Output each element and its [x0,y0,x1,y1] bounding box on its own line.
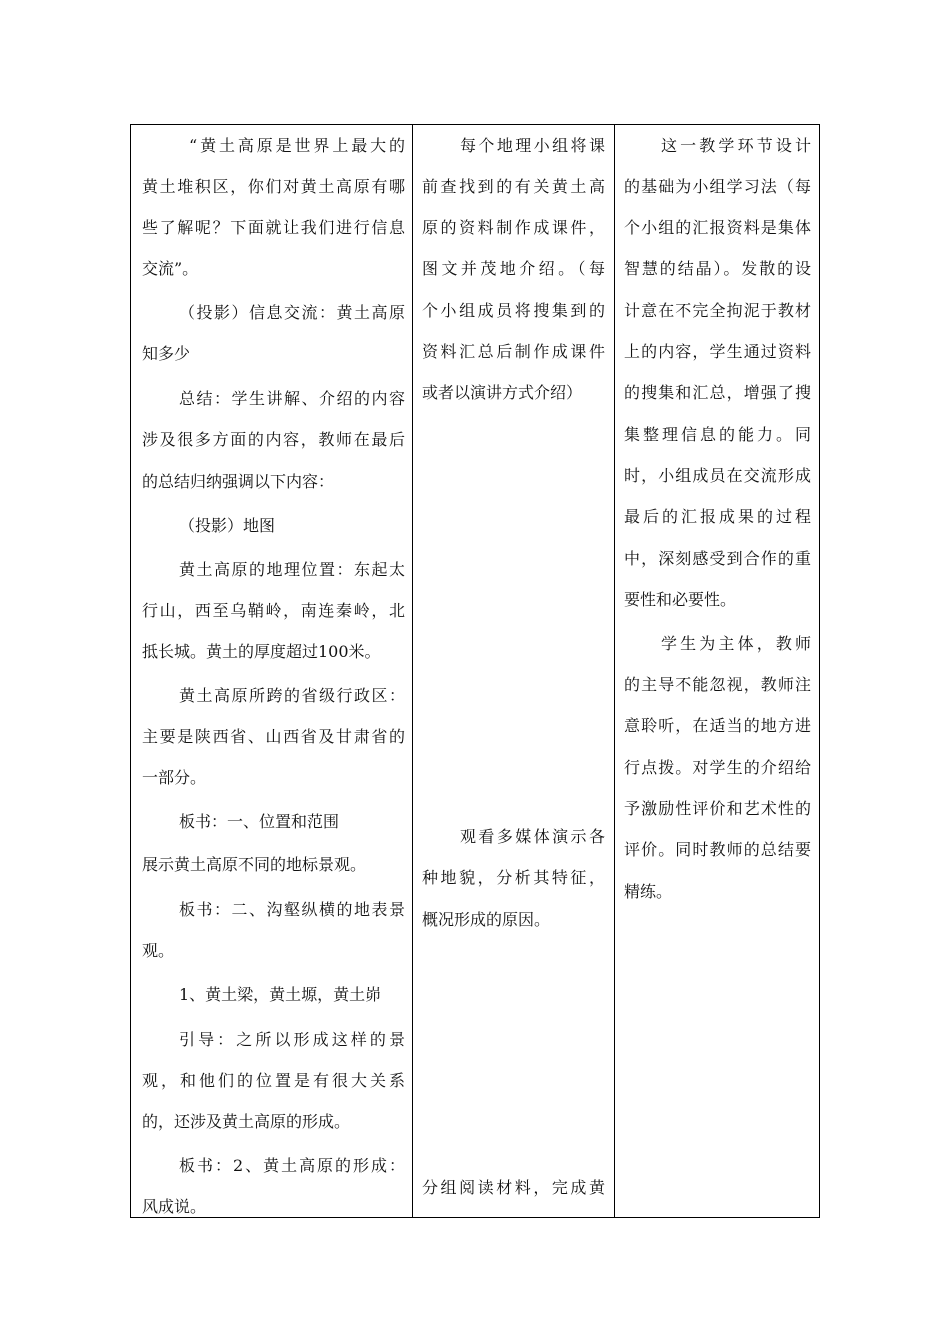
text-line: 或者以演讲方式介绍） [422,383,583,402]
text-line: 分组阅读材料，完成黄 [422,1178,605,1197]
text-line: 上的内容，学生通过资料 [624,342,811,361]
text-line: （投影）信息交流：黄土高原 [179,303,405,322]
text-line: 的总结归纳强调以下内容： [142,472,335,491]
text-line: 的搜集和汇总，增强了搜 [624,383,811,402]
text-line: 概况形成的原因。 [422,910,551,929]
text-line: 每个地理小组将课 [460,136,605,155]
text-line: 中，深刻感受到合作的重 [624,549,811,568]
text-line: 黄土高原的地理位置：东起太 [179,560,405,579]
text-line: 评价。同时教师的总结要 [624,840,811,859]
text-line: 1、黄土梁，黄土塬，黄土峁 [179,985,382,1004]
text-line: 抵长城。黄土的厚度超过100米。 [142,642,381,661]
design-intent-column [615,125,821,1217]
text-line: 观，和他们的位置是有很大关系 [142,1071,405,1090]
text-line: 板书：一、位置和范围 [179,812,340,831]
text-line: 要性和必要性。 [624,590,737,609]
text-line: 最后的汇报成果的过程 [624,507,811,526]
text-line: 涉及很多方面的内容，教师在最后 [142,430,405,449]
text-line: 原的资料制作成课件， [422,218,605,237]
text-line: 的主导不能忽视，教师注 [624,675,811,694]
text-line: 主要是陕西省、山西省及甘肃省的 [142,727,405,746]
text-line: 前查找到的有关黄土高 [422,177,605,196]
text-line: 时，小组成员在交流形成 [624,466,811,485]
text-line: （投影）地图 [179,516,276,535]
text-line: 板书：2、黄土高原的形成： [179,1156,405,1175]
text-line: 的，还涉及黄土高原的形成。 [142,1112,351,1131]
student-activity-column [413,125,614,1217]
text-line: 知多少 [142,344,191,363]
text-line: 展示黄土高原不同的地标景观。 [142,855,367,874]
text-line: 个小组成员将搜集到的 [422,301,605,320]
text-line: 予激励性评价和艺术性的 [624,799,811,818]
text-line: 集整理信息的能力。同 [624,425,811,444]
text-line: 板书：二、沟壑纵横的地表景 [179,900,405,919]
text-line: 观看多媒体演示各 [460,827,605,846]
text-line: 风成说。 [142,1197,207,1216]
text-line: 黄土高原所跨的省级行政区： [179,686,405,705]
teacher-activity-column [131,125,412,1217]
lesson-table [130,124,820,1218]
text-line: 精练。 [624,882,673,901]
text-line: 图文并茂地介绍。（每 [422,259,605,278]
text-line: 些了解呢？下面就让我们进行信息 [142,218,405,237]
text-line: 计意在不完全拘泥于教材 [624,301,811,320]
text-line: 一部分。 [142,768,207,787]
text-line: 智慧的结晶）。发散的设 [624,259,811,278]
text-line: 行山，西至乌鞘岭，南连秦岭，北 [142,601,405,620]
text-line: 黄土堆积区，你们对黄土高原有哪 [142,177,405,196]
text-line: 意聆听，在适当的地方进 [624,716,811,735]
text-line: 行点拨。对学生的介绍给 [624,758,811,777]
text-line: 引导：之所以形成这样的景 [179,1030,405,1049]
text-line: 种地貌，分析其特征， [422,868,605,887]
text-line: 这一教学环节设计 [661,136,811,155]
text-line: 观。 [142,941,175,960]
text-line: 学生为主体，教师 [661,634,811,653]
text-line: 个小组的汇报资料是集体 [624,218,811,237]
text-line: 资料汇总后制作成课件 [422,342,605,361]
text-line: 总结：学生讲解、介绍的内容 [179,389,405,408]
text-line: 交流”。 [142,259,199,278]
text-line: 的基础为小组学习法（每 [624,177,811,196]
text-line: “黄土高原是世界上最大的 [189,136,405,155]
